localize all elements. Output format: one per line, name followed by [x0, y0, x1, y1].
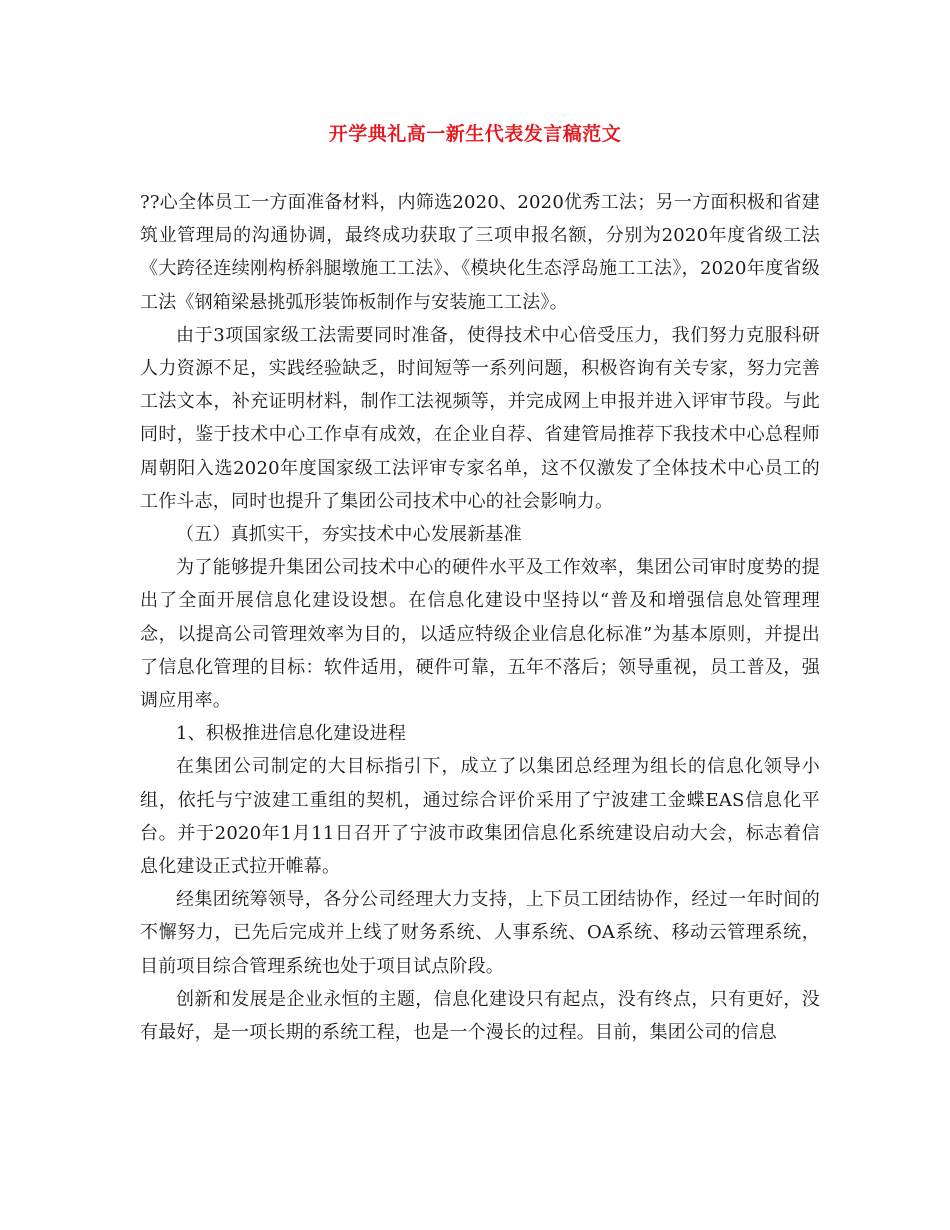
section-heading: （五）真抓实干，夯实技术中心发展新基准 [176, 524, 522, 546]
document-body [140, 186, 820, 1049]
sub-heading: 1、积极推进信息化建设进程 [176, 723, 407, 745]
paragraph: ??心全体员工一方面准备材料，内筛选2020、2020优秀工法；另一方面积极和省建筑业管理局的沟通协调，最终成功获取了三项申报名额，分别为2020年度省级工法《大跨径连续刚构桥斜腿墩施工工法》、《模块化生态浮岛施工工法》，2020年度省级工法《钢箱梁悬挑弧形装饰板制作与安装施工工法》。 [140, 192, 820, 313]
paragraph: 为了能够提升集团公司技术中心的硬件水平及工作效率，集团公司审时度势的提出了全面开展信息化建设设想。在信息化建设中坚持以“普及和增强信息处管理理念，以提高公司管理效率为目的，以适应特级企业信息化标准”为基本原则，并提出了信息化管理的目标：软件适用，硬件可靠，五年不落后；领导重视，员工普及，强调应用率。 [140, 557, 820, 712]
paragraph: 经集团统筹领导，各分公司经理大力支持，上下员工团结协作，经过一年时间的不懈努力，已先后完成并上线了财务系统、人事系统、OA系统、移动云管理系统，目前项目综合管理系统也处于项目试点阶段。 [140, 889, 820, 977]
paragraph: 由于3项国家级工法需要同时准备，使得技术中心倍受压力，我们努力克服科研人力资源不足，实践经验缺乏，时间短等一系列问题，积极咨询有关专家，努力完善工法文本，补充证明材料，制作工法视频等，并完成网上申报并进入评审节段。与此同时，鉴于技术中心工作卓有成效，在企业自荐、省建管局推荐下我技术中心总程师周朝阳入选2020年度国家级工法评审专家名单，这不仅激发了全体技术中心员工的工作斗志，同时也提升了集团公司技术中心的社会影响力。 [140, 324, 820, 512]
paragraph: 创新和发展是企业永恒的主题，信息化建设只有起点，没有终点，只有更好，没有最好，是一项长期的系统工程，也是一个漫长的过程。目前，集团公司的信息 [140, 988, 820, 1044]
paragraph: 在集团公司制定的大目标指引下，成立了以集团总经理为组长的信息化领导小组，依托与宁波建工重组的契机，通过综合评价采用了宁波建工金蝶EAS信息化平台。并于2020年1月11日召开了宁波市政集团信息化系统建设启动大会，标志着信息化建设正式拉开帷幕。 [140, 756, 820, 878]
document-title: 开学典礼高一新生代表发言稿范文 [328, 123, 622, 145]
